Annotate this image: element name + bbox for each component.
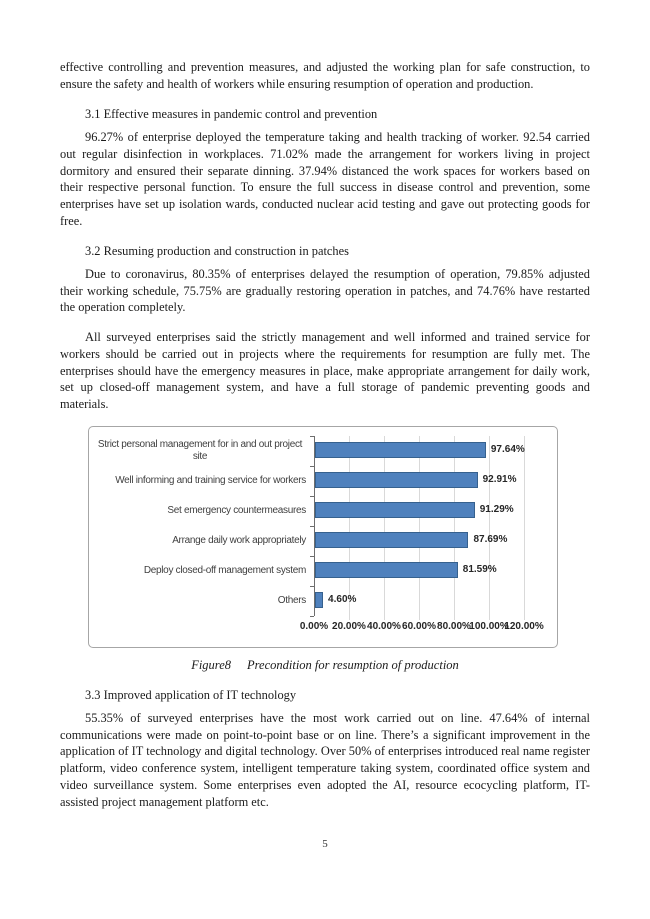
category-axis-tick [310, 496, 314, 497]
category-axis-tick [310, 466, 314, 467]
gridline [454, 436, 455, 620]
paragraph-3-2-requirements: All surveyed enterprises said the strictly management and well informed and trained service for workers should be carried out in projects where the requirements for resumption are fully met. The enterprises should have the emergency measures in place, make appropriate arrangement for daily work, set up closed-off management system, and have a full storage of pandemic preventing goods and materials. [60, 330, 590, 411]
category-axis-tick [310, 526, 314, 527]
figure-caption-title: Precondition for resumption of production [247, 657, 459, 672]
bar-data-label: 91.29% [479, 503, 514, 515]
category-label: Arrange daily work appropriately [172, 534, 306, 546]
bar [315, 592, 323, 608]
x-axis-tick-label: 0.00% [299, 620, 329, 632]
gridline [349, 436, 350, 620]
bar-data-label: 87.69% [473, 533, 508, 545]
x-axis-tick-label: 60.00% [402, 620, 436, 632]
figure-caption [60, 657, 590, 674]
category-label: Well informing and training service for workers [115, 474, 306, 486]
chart-plot-area [314, 436, 525, 616]
section-heading-3-1: 3.1 Effective measures in pandemic control and prevention [85, 107, 378, 122]
paragraph-3-2-delays: Due to coronavirus, 80.35% of enterprises delayed the resumption of operation, 79.85% adjusted their working schedule, 75.75% are gradually restoring operation in patches, and 74.76% have restarted the operation completely. [60, 267, 590, 315]
figure8-bar-chart [88, 426, 558, 648]
category-axis-tick [310, 556, 314, 557]
paragraph-3-3-it: 55.35% of surveyed enterprises have the most work carried out on line. 47.64% of internal communications were made on point-to-point base or on line. There’s a significant improvement in the application of IT technology and digital technology. Over 50% of enterprises introduced real name register platform, video conference system, intelligent temperature taking system, coordinated office system and video surveillance system. Some enterprises even adopted the AI, resource ecocycling platform, IT-assisted project management platform etc. [60, 711, 590, 809]
x-axis-tick-label: 80.00% [437, 620, 471, 632]
section-heading-3-2: 3.2 Resuming production and construction in patches [85, 244, 349, 259]
bar [315, 472, 478, 488]
category-axis-tick [310, 586, 314, 587]
category-axis-tick [310, 616, 314, 617]
bar-data-label: 4.60% [328, 593, 357, 605]
gridline [384, 436, 385, 620]
x-axis-tick-label: 100.00% [469, 620, 509, 632]
gridline [524, 436, 525, 620]
bar [315, 562, 458, 578]
x-axis-tick-label: 20.00% [332, 620, 366, 632]
category-axis-tick [310, 436, 314, 437]
bar-data-label: 81.59% [462, 563, 497, 575]
section-heading-3-3: 3.3 Improved application of IT technology [85, 688, 297, 703]
x-axis-tick-label: 120.00% [504, 620, 544, 632]
paragraph-3-1-measures: 96.27% of enterprise deployed the temperature taking and health tracking of worker. 92.54 carried out regular disinfection in workplaces. 71.02% made the arrangement for workers living in project dormitory and ensured their separate dinning. 37.94% distanced the work spaces for workers based on their respective personal function. To ensure the full success in disease control and prevention, some enterprises have set up isolation wards, conducted nuclear acid testing and gave out protecting goods for free. [60, 130, 590, 228]
category-label: Strict personal management for in and out project site [97, 439, 303, 462]
chart-x-axis [299, 620, 544, 635]
gridline [419, 436, 420, 620]
bar [315, 532, 468, 548]
bar [315, 442, 486, 458]
intro-paragraph: effective controlling and prevention measures, and adjusted the working plan for safe construction, to ensure the safety and health of workers while ensuring resumption of operation and production. [60, 60, 590, 91]
category-label: Deploy closed-off management system [143, 564, 306, 576]
gridline [489, 436, 490, 620]
bar-data-label: 92.91% [482, 473, 517, 485]
category-label: Others [277, 594, 306, 606]
chart-category-labels [94, 436, 306, 616]
x-axis-tick-label: 40.00% [367, 620, 401, 632]
category-label: Set emergency countermeasures [167, 504, 306, 516]
bar [315, 502, 475, 518]
bar-data-label: 97.64% [490, 443, 525, 455]
figure-caption-label: Figure8 [191, 657, 231, 672]
page-number: 5 [322, 838, 328, 850]
